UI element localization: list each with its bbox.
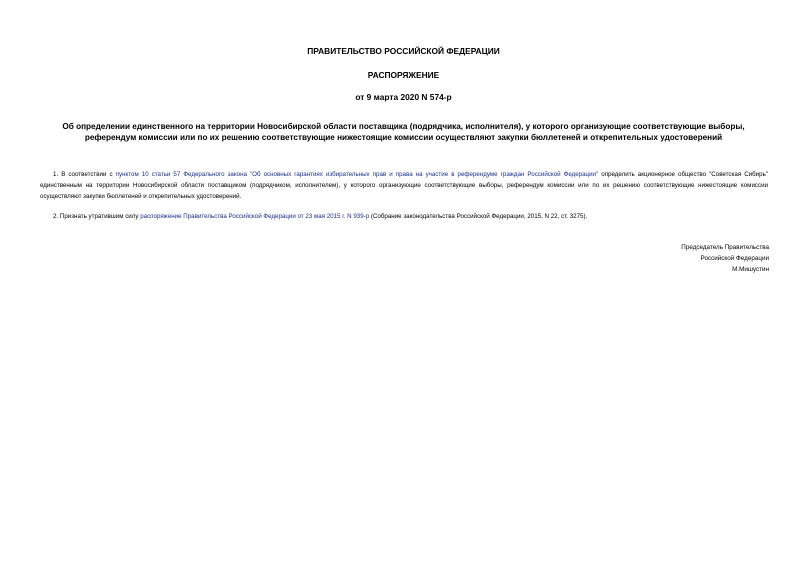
paragraph-2-text-end: (Собрание законодательства Российской Федерации, 2015, N 22, ст. 3275). (369, 213, 588, 220)
paragraph-1 (40, 170, 768, 202)
paragraph-2-order-link[interactable]: распоряжение Правительства Российской Федерации от 23 мая 2015 г. N 939-р (140, 213, 370, 220)
paragraph-1-law-link[interactable]: пунктом 10 статьи 57 Федерального закона "Об основных гарантиях избирательных прав и права на участие в референдуме граждан Российской Федерации" (115, 171, 599, 178)
document-title: Об определении единственного на территории Новосибирской области поставщика (подрядчика, исполнителя), у которого организующие соответствующие выборы, референдум комиссии или по их решению соответствующие нижестоящие комиссии осуществляют закупки бюллетеней и открепительных удостоверений (62, 122, 745, 143)
document-date-number: от 9 марта 2020 N 574-р (355, 92, 452, 102)
paragraph-2 (40, 212, 768, 223)
paragraph-1-text-end: определить акционерное общество "Советская Сибирь" единственным на территории Новосибирской области поставщиком (подрядчиком, исполнителем), у которого организующие соответствующие выборы, референдум комиссии или по их решению соответствующие нижестоящие комиссии осуществляют закупки бюллетеней и открепительных удостоверений. (40, 171, 768, 200)
signatory-name: М.Мишустин (732, 265, 769, 273)
paragraph-2-text-start: 2. Признать утратившим силу (53, 213, 141, 220)
signatory-position: Председатель Правительства (681, 244, 769, 251)
signature-block (681, 243, 769, 275)
issuing-authority: ПРАВИТЕЛЬСТВО РОССИЙСКОЙ ФЕДЕРАЦИИ (307, 46, 500, 56)
document-type: РАСПОРЯЖЕНИЕ (367, 70, 440, 80)
paragraph-1-text-start: 1. В соответствии с (53, 171, 116, 178)
signatory-position-country: Российской Федерации (700, 254, 769, 262)
